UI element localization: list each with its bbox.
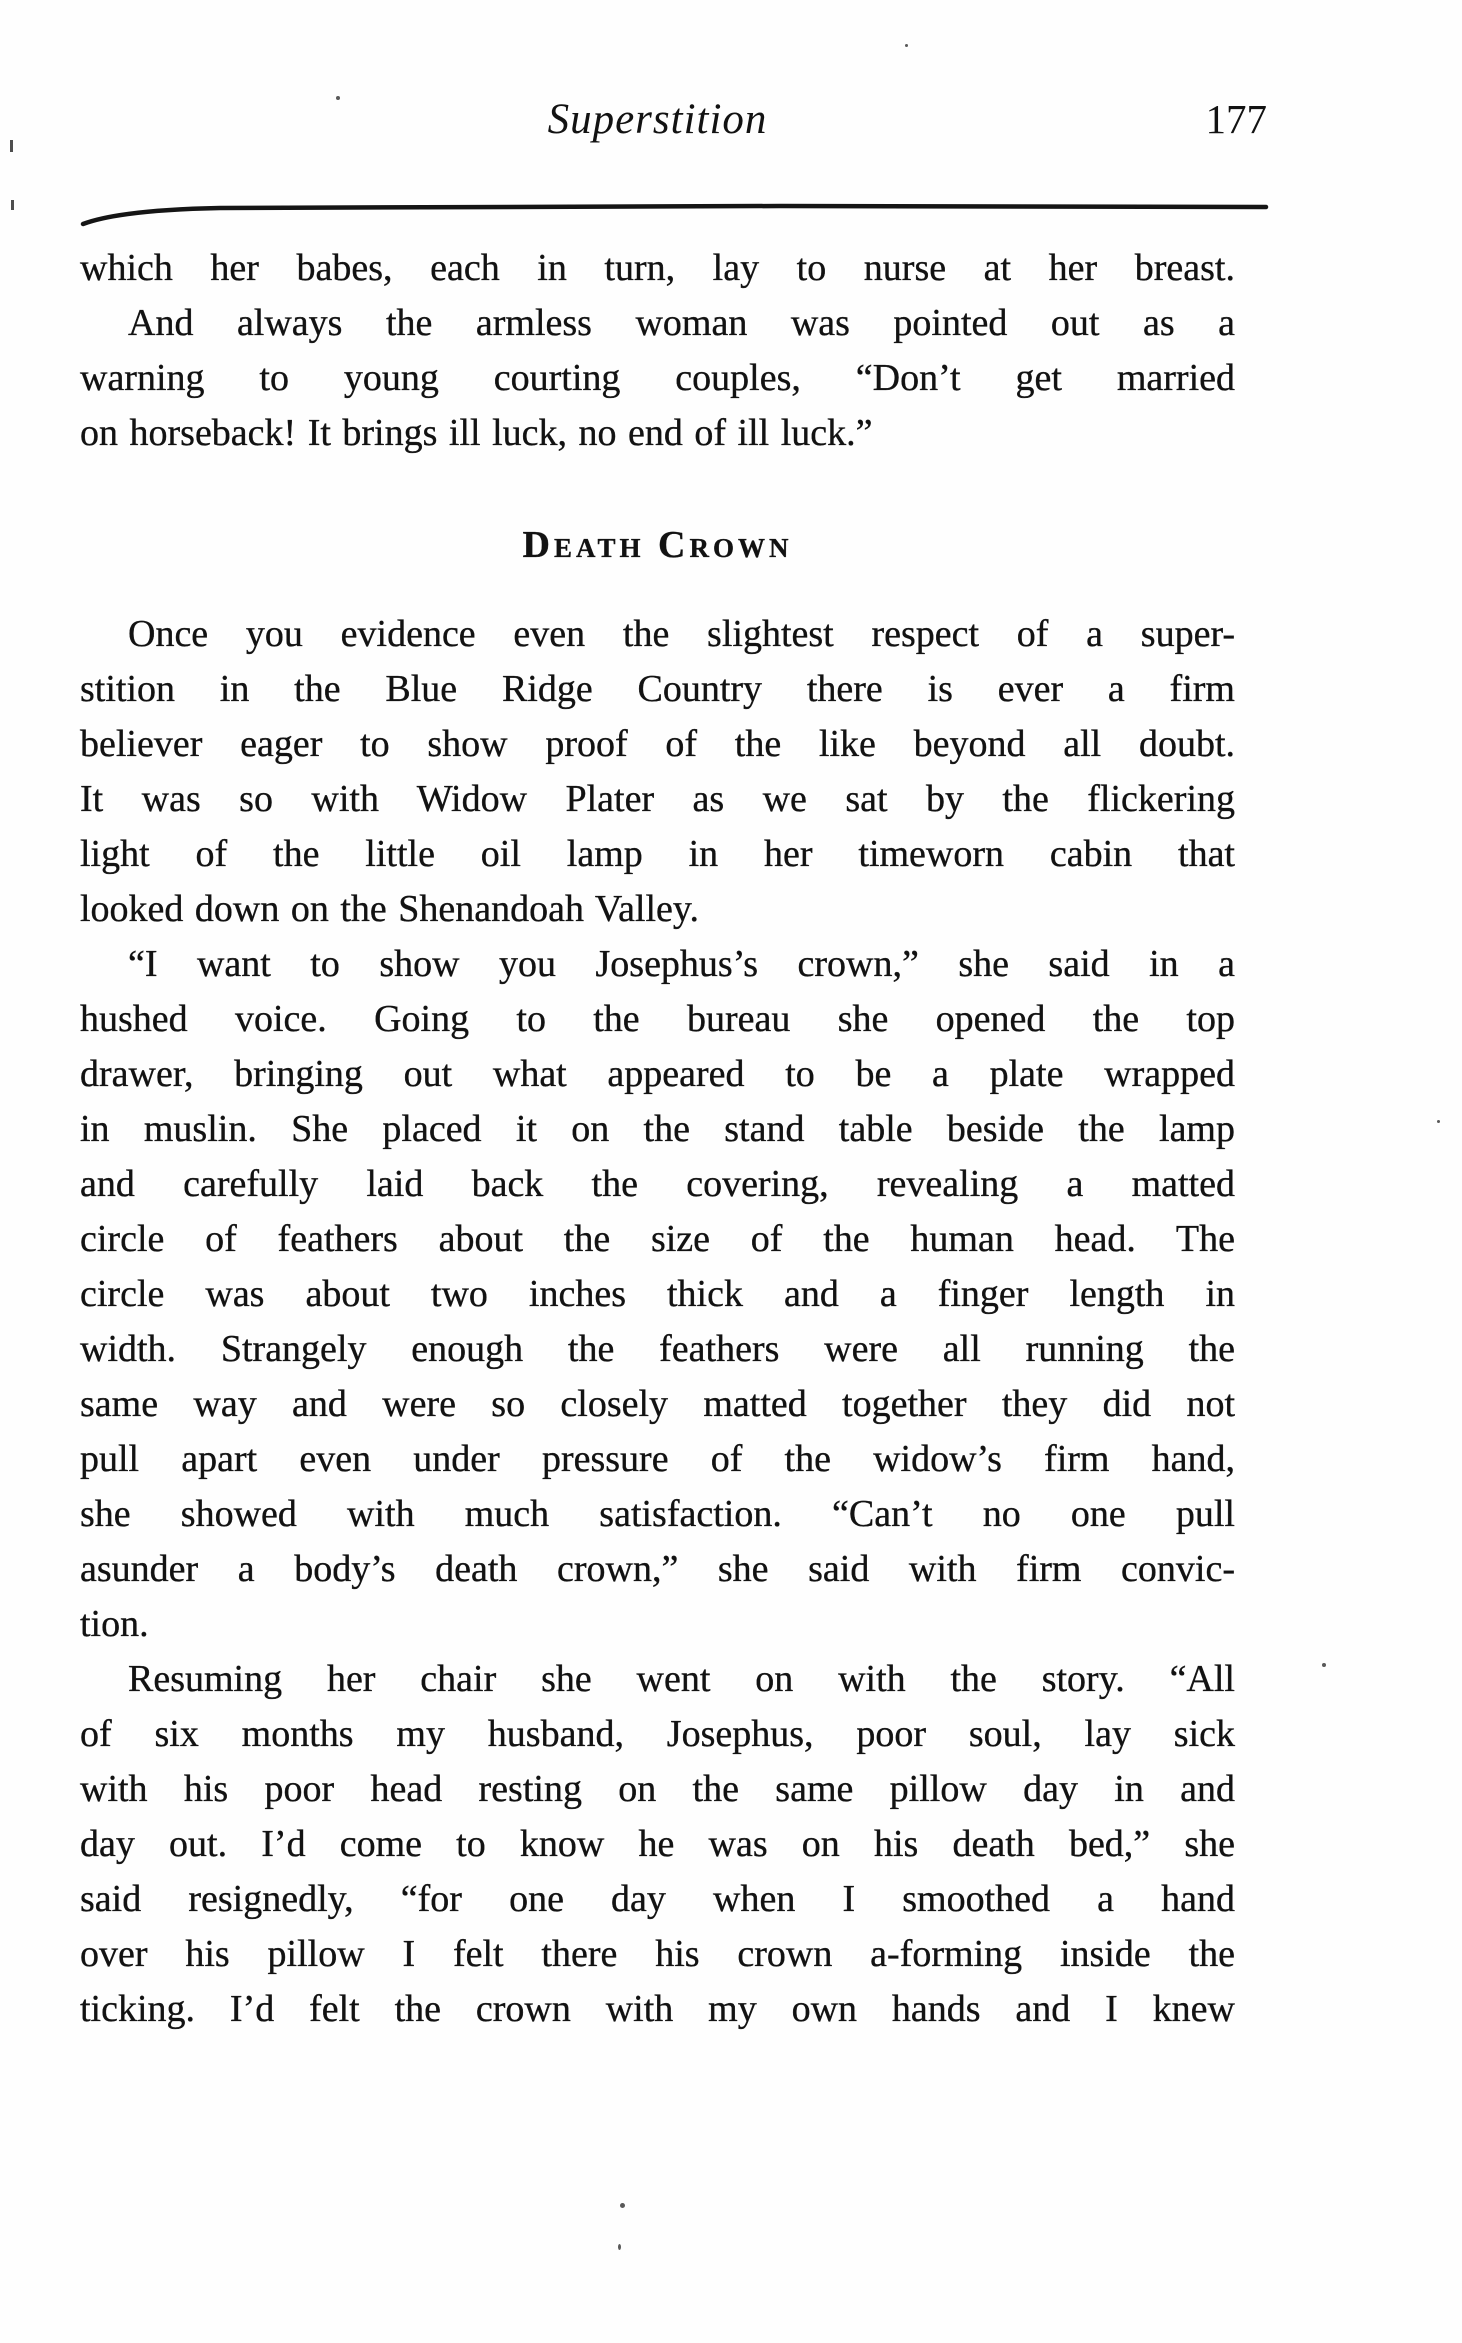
paragraph-once-you-evidence [80,607,1235,937]
text-line: looked down on the Shenandoah Valley. [80,888,699,930]
text-line: on horseback! It brings ill luck, no end of ill luck.” [80,412,873,454]
scan-speck [905,44,908,47]
scan-speck [620,2203,625,2208]
text-line: warning to young courting couples, “Don’t get married [80,357,1235,399]
text-line: believer eager to show proof of the like beyond all doubt. [80,723,1235,765]
text-line: Resuming her chair she went on with the story. “All [128,1658,1235,1700]
scan-speck [336,96,340,100]
text-line: asunder a body’s death crown,” she said with firm convic- [80,1548,1235,1590]
text-line: pull apart even under pressure of the widow’s firm hand, [80,1438,1235,1480]
paragraph-continuation [80,241,1235,296]
scan-speck [11,200,14,210]
text-line: said resignedly, “for one day when I smoothed a hand [80,1878,1235,1920]
text-line: same way and were so closely matted together they did not [80,1383,1235,1425]
text-line: Once you evidence even the slightest respect of a super- [128,613,1235,655]
text-line: and carefully laid back the covering, revealing a matted [80,1163,1235,1205]
text-line: ticking. I’d felt the crown with my own hands and I knew [80,1988,1235,2030]
text-line: day out. I’d come to know he was on his death bed,” she [80,1823,1235,1865]
paragraph-josephus-crown [80,937,1235,1652]
running-head-title: Superstition [547,96,768,143]
text-line: “I want to show you Josephus’s crown,” she said in a [128,943,1235,985]
text-line: light of the little oil lamp in her timeworn cabin that [80,833,1235,875]
text-line: with his poor head resting on the same pillow day in and [80,1768,1235,1810]
text-line: which her babes, each in turn, lay to nurse at her breast. [80,247,1235,289]
text-line: circle of feathers about the size of the human head. The [80,1218,1235,1260]
body-text [80,241,1235,2037]
text-line: over his pillow I felt there his crown a-forming inside the [80,1933,1235,1975]
section-heading: Death Crown [522,524,793,566]
text-block [80,95,1267,2037]
text-line: tion. [80,1603,149,1645]
text-line: hushed voice. Going to the bureau she opened the top [80,998,1235,1040]
page-header [80,95,1267,145]
scan-speck [1437,1120,1440,1123]
text-line: And always the armless woman was pointed out as a [128,302,1235,344]
text-line: drawer, bringing out what appeared to be a plate wrapped [80,1053,1235,1095]
text-line: in muslin. She placed it on the stand table beside the lamp [80,1108,1235,1150]
page-number: 177 [1205,96,1267,142]
scan-speck [10,140,13,152]
scan-speck [1322,1663,1326,1667]
text-line: width. Strangely enough the feathers were all running the [80,1328,1235,1370]
text-line: circle was about two inches thick and a finger length in [80,1273,1235,1315]
text-line: stition in the Blue Ridge Country there is ever a firm [80,668,1235,710]
text-line: It was so with Widow Plater as we sat by the flickering [80,778,1235,820]
header-rule [80,201,1270,227]
paragraph-armless-woman [80,296,1235,461]
scan-speck [618,2244,621,2250]
paragraph-resuming-chair [80,1652,1235,2037]
text-line: of six months my husband, Josephus, poor soul, lay sick [80,1713,1235,1755]
text-line: she showed with much satisfaction. “Can’t no one pull [80,1493,1235,1535]
